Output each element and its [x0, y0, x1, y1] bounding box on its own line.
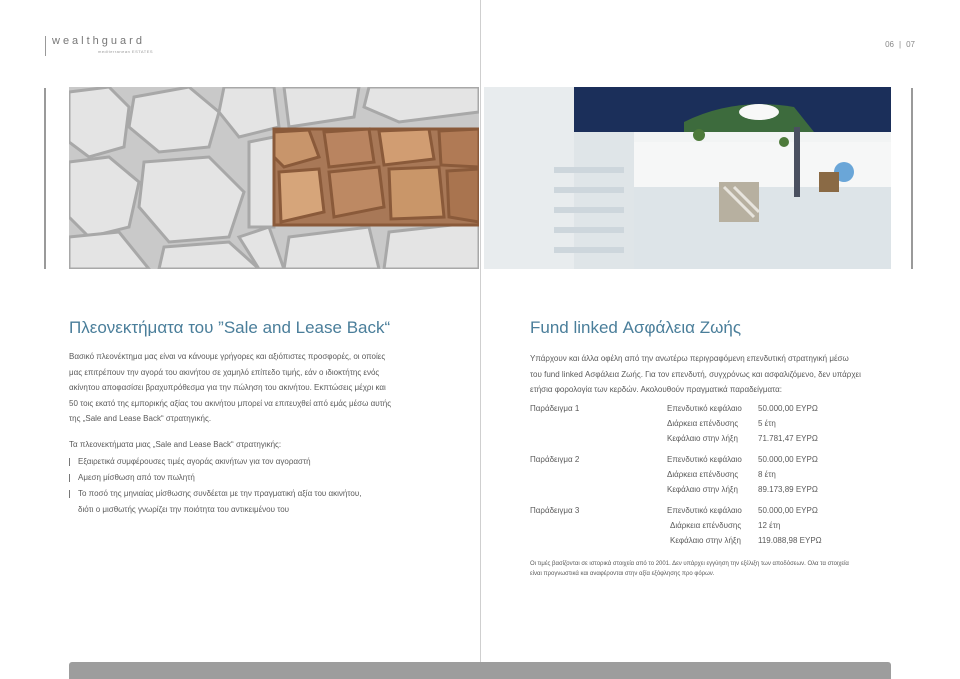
left-intro-line: της „Sale and Lease Back“ στρατηγικής.: [69, 414, 212, 423]
right-intro-line: ετήσια φορολογία των κερδών. Ακολουθούν πραγματικά παραδείγματα:: [530, 385, 782, 394]
brand-name: wealthguard: [52, 35, 145, 47]
page-divider: [480, 0, 481, 679]
right-intro-line: Υπάρχουν και άλλα οφέλη από την ανωτέρω περιγραφόμενη επενδυτική στρατηγική μέσω: [530, 354, 849, 363]
left-intro-paragraph: [69, 349, 391, 427]
stone-wall-illustration: [69, 87, 479, 269]
example-key: Διάρκεια επένδυσης: [667, 470, 739, 479]
stone-wall-image: [69, 87, 479, 269]
list-item: [69, 486, 361, 502]
example-key: Κεφάλαιο στην λήξη: [667, 485, 738, 494]
example-key: Διάρκεια επένδυσης: [670, 521, 742, 530]
list-item-text: Εξαιρετικά συμφέρουσες τιμές αγοράς ακινήτων για τον αγοραστή: [78, 457, 311, 466]
example-value: 71.781,47 ΕΥΡΩ: [758, 434, 818, 443]
example-key: Επενδυτικό κεφάλαιο: [667, 404, 742, 413]
example-key: Κεφάλαιο στην λήξη: [667, 434, 738, 443]
example-key: Επενδυτικό κεφάλαιο: [667, 506, 742, 515]
list-item-text: διότι ο μισθωτής γνωρίζει την ποιότητα του αντικειμένου του: [78, 505, 290, 514]
right-intro-paragraph: [530, 351, 861, 398]
terrace-illustration: [484, 87, 891, 269]
example-value: 50.000,00 ΕΥΡΩ: [758, 506, 818, 515]
page-number-separator: |: [899, 40, 902, 49]
example-label: Παράδειγμα 2: [530, 455, 580, 464]
left-intro-line: 50 τοις εκατό της εμπορικής αξίας του ακινήτου μπορεί να επιτευχθεί από εμάς μέσω αυτής: [69, 398, 392, 408]
example-label: Παράδειγμα 1: [530, 404, 580, 413]
right-intro-line: του fund linked Ασφάλεια Ζωής. Για τον επενδυτή, συγχρόνως και ασφαλιζόμενο, δεν υπάρχει: [530, 369, 861, 379]
list-item-text: Αμεση μίσθωση από τον πωλητή: [78, 473, 195, 482]
bullet-mark: [69, 458, 70, 466]
footnote-line: Οι τιμές βασίζονται σε ιστορικά στοιχεία από το 2001. Δεν υπάρχει εγγύηση την εξέλιξη των αποδόσεων. Ολα τα στοιχεία: [530, 561, 849, 567]
example-value: 50.000,00 ΕΥΡΩ: [758, 455, 818, 464]
example-value: 89.173,89 ΕΥΡΩ: [758, 485, 818, 494]
left-intro-line: μας επιτρέπουν την αγορά του ακινήτου σε χαμηλό επίπεδο τιμής, εάν ο ιδιοκτήτης ενός: [69, 367, 380, 377]
page-numbers: [885, 40, 915, 49]
list-item: [69, 454, 361, 470]
brand-logo: [45, 36, 153, 56]
terrace-image: [484, 87, 891, 269]
bullet-mark: [69, 490, 70, 498]
footer-bar: [69, 662, 891, 679]
brand-subtitle: mediterranean ESTATES: [98, 49, 154, 54]
right-page-title: Fund linked Ασφάλεια Ζωής: [530, 318, 742, 337]
list-item-text: Το ποσό της μηνιαίας μίσθωσης συνδέεται με την πραγματική αξία του ακινήτου,: [78, 489, 362, 498]
footnote-line: είναι προγνωστικά και αναφέρονται στην αξία εξόφλησης προ φόρων.: [530, 571, 715, 577]
left-page-title: Πλεονεκτήματα του ”Sale and Lease Back“: [69, 318, 391, 337]
bullet-mark: [69, 474, 70, 482]
example-value: 5 έτη: [758, 419, 776, 428]
bullets-heading: Τα πλεονεκτήματα μιας „Sale and Lease Back“ στρατηγικής:: [69, 440, 282, 449]
example-value: 8 έτη: [758, 470, 776, 479]
example-value: 12 έτη: [758, 521, 781, 530]
example-value: 119.088,98 ΕΥΡΩ: [758, 536, 822, 545]
right-vertical-bar: [911, 88, 913, 269]
example-label: Παράδειγμα 3: [530, 506, 580, 515]
left-intro-line: ακίνητου αποφασίσει βραχυπρόθεσμα για την πώληση του ακινήτου. Εκπτώσεις μέχρι και: [69, 383, 386, 392]
page-number-right: 07: [906, 40, 915, 49]
example-value: 50.000,00 ΕΥΡΩ: [758, 404, 818, 413]
list-item: [69, 470, 361, 486]
example-key: Επενδυτικό κεφάλαιο: [667, 455, 742, 464]
example-key: Κεφάλαιο στην λήξη: [670, 536, 741, 545]
left-vertical-bar: [44, 88, 46, 269]
example-key: Διάρκεια επένδυσης: [667, 419, 739, 428]
page-number-left: 06: [885, 40, 895, 49]
footnote: [530, 559, 849, 579]
advantages-list: [69, 454, 361, 518]
left-intro-line: Βασικό πλεονέκτημα μας είναι να κάνουμε γρήγορες και αξιόπιστες προσφορές, οι οποίες: [69, 352, 386, 361]
list-item-continuation: [69, 502, 361, 518]
